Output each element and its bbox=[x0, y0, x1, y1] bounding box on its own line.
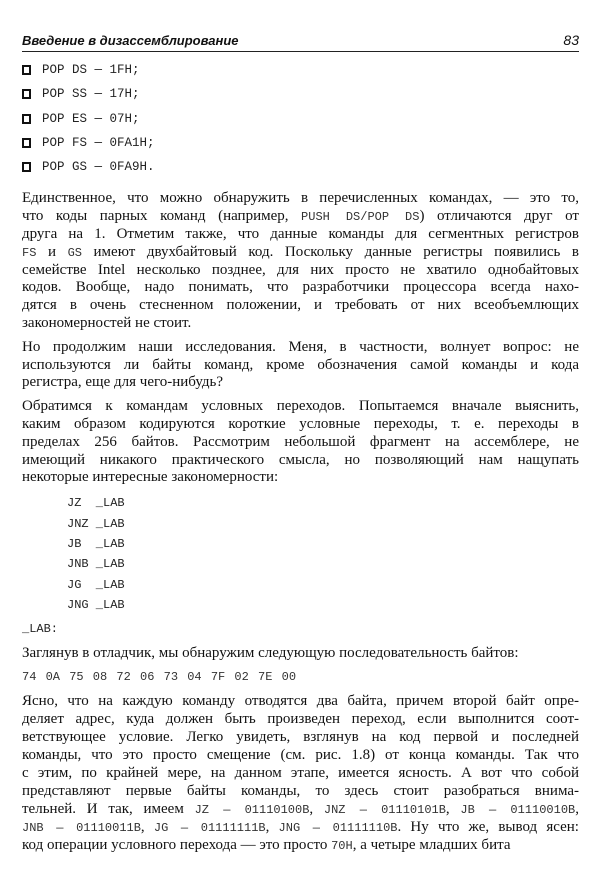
text-line bbox=[22, 452, 579, 470]
text-line bbox=[22, 297, 579, 315]
text-run: с этим, по крайней мере, на данном этапе, имеется ясность. А вот что собой bbox=[22, 764, 579, 781]
text-run: Заглянув в отладчик, мы обнаружим следующую последовательность байтов: bbox=[22, 644, 519, 661]
paragraph bbox=[22, 190, 579, 332]
inline-code: JG — 01111111B bbox=[153, 820, 266, 835]
text-line bbox=[22, 818, 579, 836]
text-run: имеющий никакого практического смысла, но позволяющий нам нащупать bbox=[22, 451, 579, 468]
text-run: , bbox=[309, 800, 324, 817]
byte-sequence: 74 0A 75 08 72 06 73 04 7F 02 7E 00 bbox=[22, 669, 297, 684]
text-run: , bbox=[575, 800, 579, 817]
asm-line: JNZ _LAB bbox=[67, 516, 125, 531]
text-line bbox=[22, 262, 579, 280]
text-run: представляют первые байты команды, то здесь стоит разобраться внима- bbox=[22, 782, 579, 799]
text-run: , bbox=[265, 818, 279, 835]
text-run: ) отличаются друг от bbox=[419, 208, 579, 225]
inline-code: GS bbox=[67, 245, 82, 260]
text-line bbox=[22, 339, 579, 357]
text-run: некоторые интересные закономерности: bbox=[22, 469, 279, 486]
text-run: что коды парных команд (например, bbox=[22, 208, 302, 225]
text-line bbox=[22, 645, 579, 663]
asm-line: JZ _LAB bbox=[67, 496, 125, 511]
text-run: Единственное, что можно обнаружить в перечисленных командах, — это то, bbox=[22, 190, 579, 207]
text-line bbox=[22, 728, 579, 746]
text-line bbox=[22, 244, 579, 262]
text-line bbox=[22, 398, 579, 416]
text-line bbox=[22, 434, 579, 452]
bullet-text: POP GS — 0FA9H. bbox=[42, 160, 155, 175]
running-header bbox=[22, 31, 579, 52]
asm-line: JB _LAB bbox=[67, 537, 125, 552]
text-run: кодов. Вообще, надо понимать, что разработчики процессора всегда нахо- bbox=[22, 279, 579, 296]
text-run: каким образом кодируются короткие условные переходы, т. е. переходы в bbox=[22, 416, 579, 433]
square-bullet-icon bbox=[22, 138, 31, 148]
text-line bbox=[22, 746, 579, 764]
square-bullet-icon bbox=[22, 65, 31, 75]
bullet-text: POP ES — 07H; bbox=[42, 111, 140, 126]
inline-code: JNZ — 01110101B bbox=[323, 802, 446, 817]
text-run: . Ну что же, вывод ясен: bbox=[397, 818, 579, 835]
text-line bbox=[22, 208, 579, 226]
text-run: закономерностей не стоит. bbox=[22, 315, 192, 332]
text-line bbox=[22, 710, 579, 728]
inline-code: 70H bbox=[331, 838, 353, 853]
text-run: Ясно, что на каждую команду отводятся два байта, причем второй байт опре- bbox=[22, 692, 579, 709]
bullet-text: POP FS — 0FA1H; bbox=[42, 136, 155, 151]
inline-code: JZ — 01110100B bbox=[194, 802, 310, 817]
text-line bbox=[22, 374, 579, 392]
text-run: друга на 1. Отметим также, что данные команды для сегментных регистров bbox=[22, 226, 579, 243]
text-line bbox=[22, 800, 579, 818]
square-bullet-icon bbox=[22, 162, 31, 172]
asm-label: _LAB: bbox=[22, 621, 59, 636]
text-run: регистра, еще для чего-нибудь? bbox=[22, 374, 224, 391]
bullet-item bbox=[22, 82, 579, 106]
text-line bbox=[22, 764, 579, 782]
text-run: код операции условного перехода — это просто bbox=[22, 836, 332, 853]
text-run: , bbox=[445, 800, 461, 817]
paragraph bbox=[22, 398, 579, 487]
text-line bbox=[22, 357, 579, 375]
chapter-title: Введение в дизассемблирование bbox=[22, 33, 239, 48]
square-bullet-icon bbox=[22, 89, 31, 99]
text-line bbox=[22, 226, 579, 244]
text-run: , а четыре младших бита bbox=[352, 836, 511, 853]
text-run: и bbox=[36, 243, 68, 260]
bullet-item bbox=[22, 131, 579, 155]
text-run: используются ли байты команд, кроме обозначения самой команды и кода bbox=[22, 356, 579, 373]
text-run: имеют двухбайтовый код. Поскольку данные регистры появились в bbox=[81, 243, 579, 260]
text-run: пределах 256 байтов. Рассмотрим небольшой фрагмент на ассемблере, не bbox=[22, 433, 579, 450]
page-body bbox=[22, 58, 579, 854]
text-line bbox=[22, 782, 579, 800]
text-line bbox=[22, 836, 579, 854]
text-line bbox=[22, 190, 579, 208]
inline-code: JNB — 01110011B bbox=[22, 820, 141, 835]
text-line bbox=[22, 279, 579, 297]
asm-line: JNG _LAB bbox=[67, 598, 125, 613]
asm-line: JNB _LAB bbox=[67, 557, 125, 572]
inline-code: JB — 01110010B bbox=[460, 802, 576, 817]
text-run: тельней. И так, имеем bbox=[22, 800, 195, 817]
bullet-text: POP SS — 17H; bbox=[42, 87, 140, 102]
inline-code: FS bbox=[22, 245, 37, 260]
text-run: Обратимся к командам условных переходов. Попытаемся вначале выяснить, bbox=[22, 398, 579, 415]
paragraph bbox=[22, 339, 579, 392]
asm-code-block bbox=[67, 493, 579, 615]
text-run: дятся в очень стесненном положении, и требовать от них всеобъемлющих bbox=[22, 297, 579, 314]
inline-code: PUSH DS/POP DS bbox=[301, 210, 420, 225]
text-run: семействе Intel несколько позднее, для них просто не хватило однобайтовых bbox=[22, 261, 579, 278]
inline-code: JNG — 01111110B bbox=[278, 820, 398, 835]
bullet-list bbox=[22, 58, 579, 179]
bullet-item bbox=[22, 107, 579, 131]
bullet-item bbox=[22, 58, 579, 82]
text-run: команды, что это просто смещение (см. рис. 1.8) от конца команды. Так что bbox=[22, 746, 579, 763]
text-line bbox=[22, 315, 579, 333]
page-number: 83 bbox=[563, 32, 579, 48]
paragraph bbox=[22, 692, 579, 854]
text-line bbox=[22, 416, 579, 434]
text-run: , bbox=[140, 818, 154, 835]
text-run: ветствующее условие. Легко увидеть, взглянув на код первой и последней bbox=[22, 728, 579, 745]
bullet-text: POP DS — 1FH; bbox=[42, 63, 140, 78]
bullet-item bbox=[22, 155, 579, 179]
asm-line: JG _LAB bbox=[67, 577, 125, 592]
text-line bbox=[22, 469, 579, 487]
square-bullet-icon bbox=[22, 114, 31, 124]
text-line bbox=[22, 692, 579, 710]
paragraph bbox=[22, 645, 579, 663]
text-run: деляет адрес, куда должен быть произведен переход, если выполнится соот- bbox=[22, 710, 579, 727]
text-run: Но продолжим наши исследования. Меня, в частности, волнует вопрос: не bbox=[22, 338, 579, 355]
